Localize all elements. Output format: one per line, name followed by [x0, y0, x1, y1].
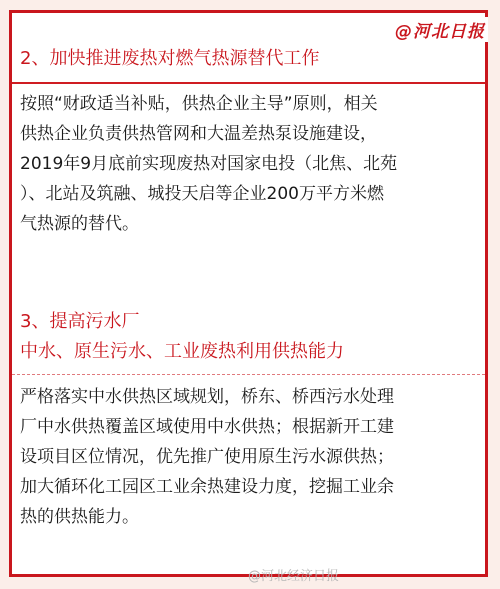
section-2-line: ）、北站及筑融、城投天启等企业200万平方米燃 — [20, 184, 384, 204]
section-2-divider — [12, 82, 485, 84]
section-3-subheading: 中水、原生污水、工业废热利用供热能力 — [20, 341, 344, 362]
section-3-line: 设项目区位情况，优先推广使用原生污水源供热； — [20, 447, 394, 467]
section-3-line: 热的供热能力。 — [20, 507, 139, 527]
section-3-line: 厂中水供热覆盖区域使用中水供热；根据新开工建 — [20, 417, 394, 437]
section-2-body — [20, 89, 480, 239]
section-2-line: 气热源的替代。 — [20, 214, 139, 234]
section-3-line: 严格落实中水供热区域规划，桥东、桥西污水处理 — [20, 387, 394, 407]
weibo-watermark: @河北经济日报 — [248, 569, 340, 584]
section-3-line: 加大循环化工园区工业余热建设力度，挖掘工业余 — [20, 477, 394, 497]
section-3-divider — [12, 374, 485, 375]
section-3-body — [20, 382, 480, 532]
section-2-line: 供热企业负责供热管网和大温差热泵设施建设， — [20, 124, 377, 144]
brand-logo: @河北日报 — [392, 17, 488, 42]
section-2-line: 按照“财政适当补贴，供热企业主导”原则，相关 — [20, 94, 378, 114]
section-2-line: 2019年9月底前实现废热对国家电投（北焦、北苑 — [20, 154, 398, 174]
section-3-heading: 3、提高污水厂 — [20, 311, 140, 332]
section-2-heading: 2、加快推进废热对燃气热源替代工作 — [20, 48, 320, 69]
